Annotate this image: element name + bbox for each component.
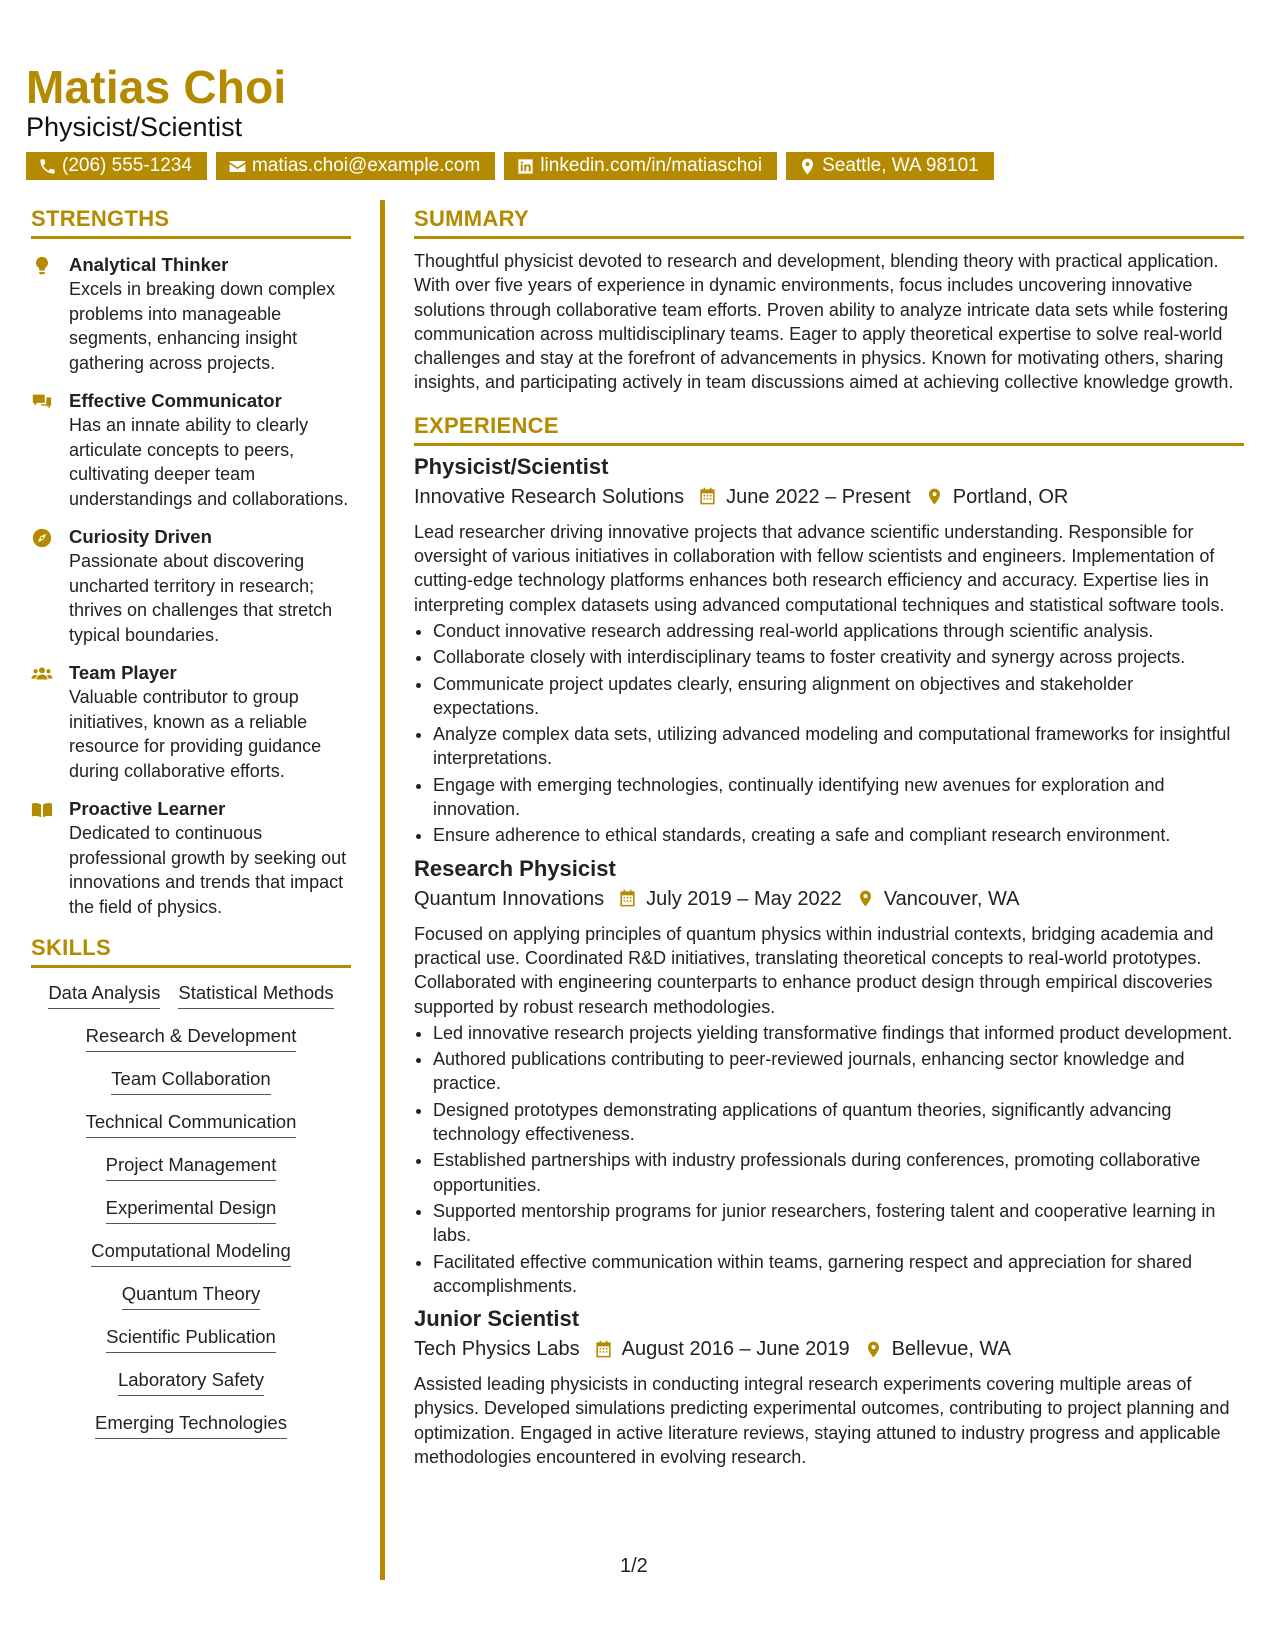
calendar-icon bbox=[594, 1340, 613, 1359]
list-item: • Designed prototypes demonstrating applications of quantum theories, significantly advancing technology effectiveness. bbox=[433, 1098, 1244, 1147]
candidate-title: Physicist/Scientist bbox=[26, 112, 243, 142]
job-role: Physicist/Scientist bbox=[414, 453, 609, 479]
contact-location-text: Seattle, WA 98101 bbox=[822, 155, 979, 176]
skill-tag: Statistical Methods bbox=[178, 982, 333, 1009]
experience-heading: EXPERIENCE bbox=[414, 413, 1244, 446]
job-dates: July 2019 – May 2022 bbox=[646, 887, 842, 910]
strength-desc: Excels in breaking down complex problems into manageable segments, enhancing insight gathering across projects. bbox=[69, 279, 336, 373]
skill-tag: Project Management bbox=[106, 1154, 277, 1181]
skill-tag: Experimental Design bbox=[106, 1197, 277, 1224]
strength-item bbox=[31, 253, 351, 375]
strength-title: Team Player bbox=[69, 662, 177, 683]
list-item: • Engage with emerging technologies, continually identifying new avenues for exploration and innovation. bbox=[433, 773, 1244, 822]
skill-tag: Team Collaboration bbox=[111, 1068, 270, 1095]
list-item: • Communicate project updates clearly, ensuring alignment on objectives and stakeholder expectations. bbox=[433, 672, 1244, 721]
list-item: • Led innovative research projects yielding transformative findings that informed product development. bbox=[433, 1021, 1244, 1045]
strength-item bbox=[31, 389, 351, 511]
job-description: Assisted leading physicists in conducting integral research experiments covering multiple areas of physics. Developed simulations predicting experimental outcomes, contributing to project planning and optimization. Engaged in active literature reviews, staying attuned to industry progress and applicable methodologies encountered in evolving research. bbox=[414, 1374, 1230, 1467]
job-meta bbox=[414, 482, 1244, 512]
list-item: • Analyze complex data sets, utilizing advanced modeling and computational frameworks for insightful interpretations. bbox=[433, 722, 1244, 771]
skill-tag: Emerging Technologies bbox=[95, 1412, 287, 1439]
job-location: Vancouver, WA bbox=[883, 887, 1020, 910]
strength-desc: Dedicated to continuous professional growth by seeking out innovations and trends that impact the field of physics. bbox=[69, 823, 347, 917]
job-dates: August 2016 – June 2019 bbox=[621, 1338, 850, 1361]
book-icon bbox=[31, 799, 53, 821]
job-company: Tech Physics Labs bbox=[414, 1338, 580, 1361]
contact-phone-text: (206) 555-1234 bbox=[62, 155, 192, 176]
skill-tag: Laboratory Safety bbox=[118, 1369, 264, 1396]
strength-item bbox=[31, 525, 351, 647]
skill-tag: Scientific Publication bbox=[106, 1326, 276, 1353]
page-number: 1/2 bbox=[620, 1555, 648, 1577]
left-column bbox=[31, 206, 351, 1455]
linkedin-icon bbox=[516, 157, 535, 176]
job-role: Research Physicist bbox=[414, 855, 616, 881]
job-company: Quantum Innovations bbox=[414, 887, 605, 910]
skill-tag: Computational Modeling bbox=[91, 1240, 291, 1267]
list-item: • Supported mentorship programs for junior researchers, fostering talent and cooperative learning in labs. bbox=[433, 1199, 1244, 1248]
job-description: Focused on applying principles of quantum physics within industrial contexts, bridging academia and practical use. Coordinated R&D initiatives, translating theoretical concepts to real-world prototypes. Collaborated with engineering counterparts to enhance product design through empirical discoveries supported by robust research methodologies. bbox=[414, 923, 1214, 1017]
job-bullets bbox=[414, 619, 1244, 848]
map-marker-icon bbox=[864, 1340, 883, 1359]
job-location: Portland, OR bbox=[952, 485, 1069, 508]
right-column bbox=[414, 206, 1244, 1469]
job-description: Lead researcher driving innovative projects that advance scientific understanding. Responsible for oversight of various initiatives in collaboration with fellow scientists and engineers. Implementation of cutting-edge technology platforms enhances both research efficiency and accuracy. Expertise lies in interpreting complex datasets using advanced computational techniques and statistical software tools. bbox=[414, 521, 1225, 615]
strength-item bbox=[31, 661, 351, 783]
phone-icon bbox=[38, 157, 57, 176]
list-item: • Collaborate closely with interdisciplinary teams to foster creativity and synergy across projects. bbox=[433, 645, 1244, 669]
contact-phone[interactable] bbox=[26, 152, 207, 180]
map-marker-icon bbox=[798, 157, 817, 176]
strength-desc: Passionate about discovering uncharted territory in research; thrives on challenges that stretch typical boundaries. bbox=[69, 551, 333, 645]
skill-tag: Quantum Theory bbox=[122, 1283, 260, 1310]
skill-tag: Technical Communication bbox=[86, 1111, 297, 1138]
strength-desc: Valuable contributor to group initiatives, known as a reliable resource for providing guidance during collaborative efforts. bbox=[69, 687, 322, 781]
list-item: • Facilitated effective communication within teams, garnering respect and appreciation for shared accomplishments. bbox=[433, 1250, 1244, 1299]
job-location: Bellevue, WA bbox=[891, 1338, 1011, 1361]
users-icon bbox=[31, 663, 53, 685]
strength-item bbox=[31, 797, 351, 919]
strength-title: Curiosity Driven bbox=[69, 526, 212, 547]
skills-list bbox=[31, 982, 351, 1455]
calendar-icon bbox=[698, 487, 717, 506]
compass-icon bbox=[31, 527, 53, 549]
job-entry bbox=[414, 1304, 1244, 1469]
job-meta bbox=[414, 1334, 1244, 1364]
summary-heading: SUMMARY bbox=[414, 206, 1244, 239]
envelope-icon bbox=[228, 157, 247, 176]
map-marker-icon bbox=[856, 889, 875, 908]
map-marker-icon bbox=[925, 487, 944, 506]
strength-desc: Has an innate ability to clearly articulate concepts to peers, cultivating deeper team understandings and collaborations. bbox=[69, 415, 349, 509]
list-item: • Established partnerships with industry professionals during conferences, promoting collaborative opportunities. bbox=[433, 1148, 1244, 1197]
skill-tag: Data Analysis bbox=[48, 982, 160, 1009]
strength-title: Effective Communicator bbox=[69, 390, 282, 411]
calendar-icon bbox=[618, 889, 637, 908]
job-meta bbox=[414, 884, 1244, 914]
contact-bar bbox=[26, 152, 994, 180]
candidate-name: Matias Choi bbox=[26, 61, 287, 113]
contact-location bbox=[786, 152, 994, 180]
job-company: Innovative Research Solutions bbox=[414, 485, 685, 508]
skill-tag: Research & Development bbox=[86, 1025, 297, 1052]
strength-title: Proactive Learner bbox=[69, 798, 226, 819]
contact-linkedin-text: linkedin.com/in/matiaschoi bbox=[540, 155, 763, 176]
contact-email-text: matias.choi@example.com bbox=[251, 155, 481, 176]
column-divider bbox=[380, 200, 385, 1580]
job-role: Junior Scientist bbox=[414, 1306, 580, 1332]
skills-heading: SKILLS bbox=[31, 935, 351, 968]
strengths-heading: STRENGTHS bbox=[31, 206, 351, 239]
lightbulb-icon bbox=[31, 255, 53, 277]
job-dates: June 2022 – Present bbox=[726, 485, 911, 508]
list-item: • Authored publications contributing to peer-reviewed journals, enhancing sector knowledge and practice. bbox=[433, 1047, 1244, 1096]
strength-title: Analytical Thinker bbox=[69, 254, 229, 275]
contact-email[interactable] bbox=[216, 152, 495, 180]
comments-icon bbox=[31, 391, 53, 413]
contact-linkedin[interactable] bbox=[504, 152, 777, 180]
summary-text: Thoughtful physicist devoted to research and development, blending theory with practical application. With over five years of experience in dynamic environments, focus includes uncovering innovative solutions through collaborative team efforts. Proven ability to analyze intricate data sets while fostering communication across multidisciplinary teams. Eager to apply theoretical expertise to solve real-world challenges and stay at the forefront of advancements in physics. Known for motivating others, sharing insights, and participating actively in team discussions aimed at achieving collective knowledge growth. bbox=[414, 251, 1234, 393]
list-item: • Conduct innovative research addressing real-world applications through scientific analysis. bbox=[433, 619, 1244, 643]
list-item: • Ensure adherence to ethical standards, creating a safe and compliant research environment. bbox=[433, 823, 1244, 847]
job-entry bbox=[414, 452, 1244, 848]
job-entry bbox=[414, 854, 1244, 1298]
job-bullets bbox=[414, 1021, 1244, 1298]
